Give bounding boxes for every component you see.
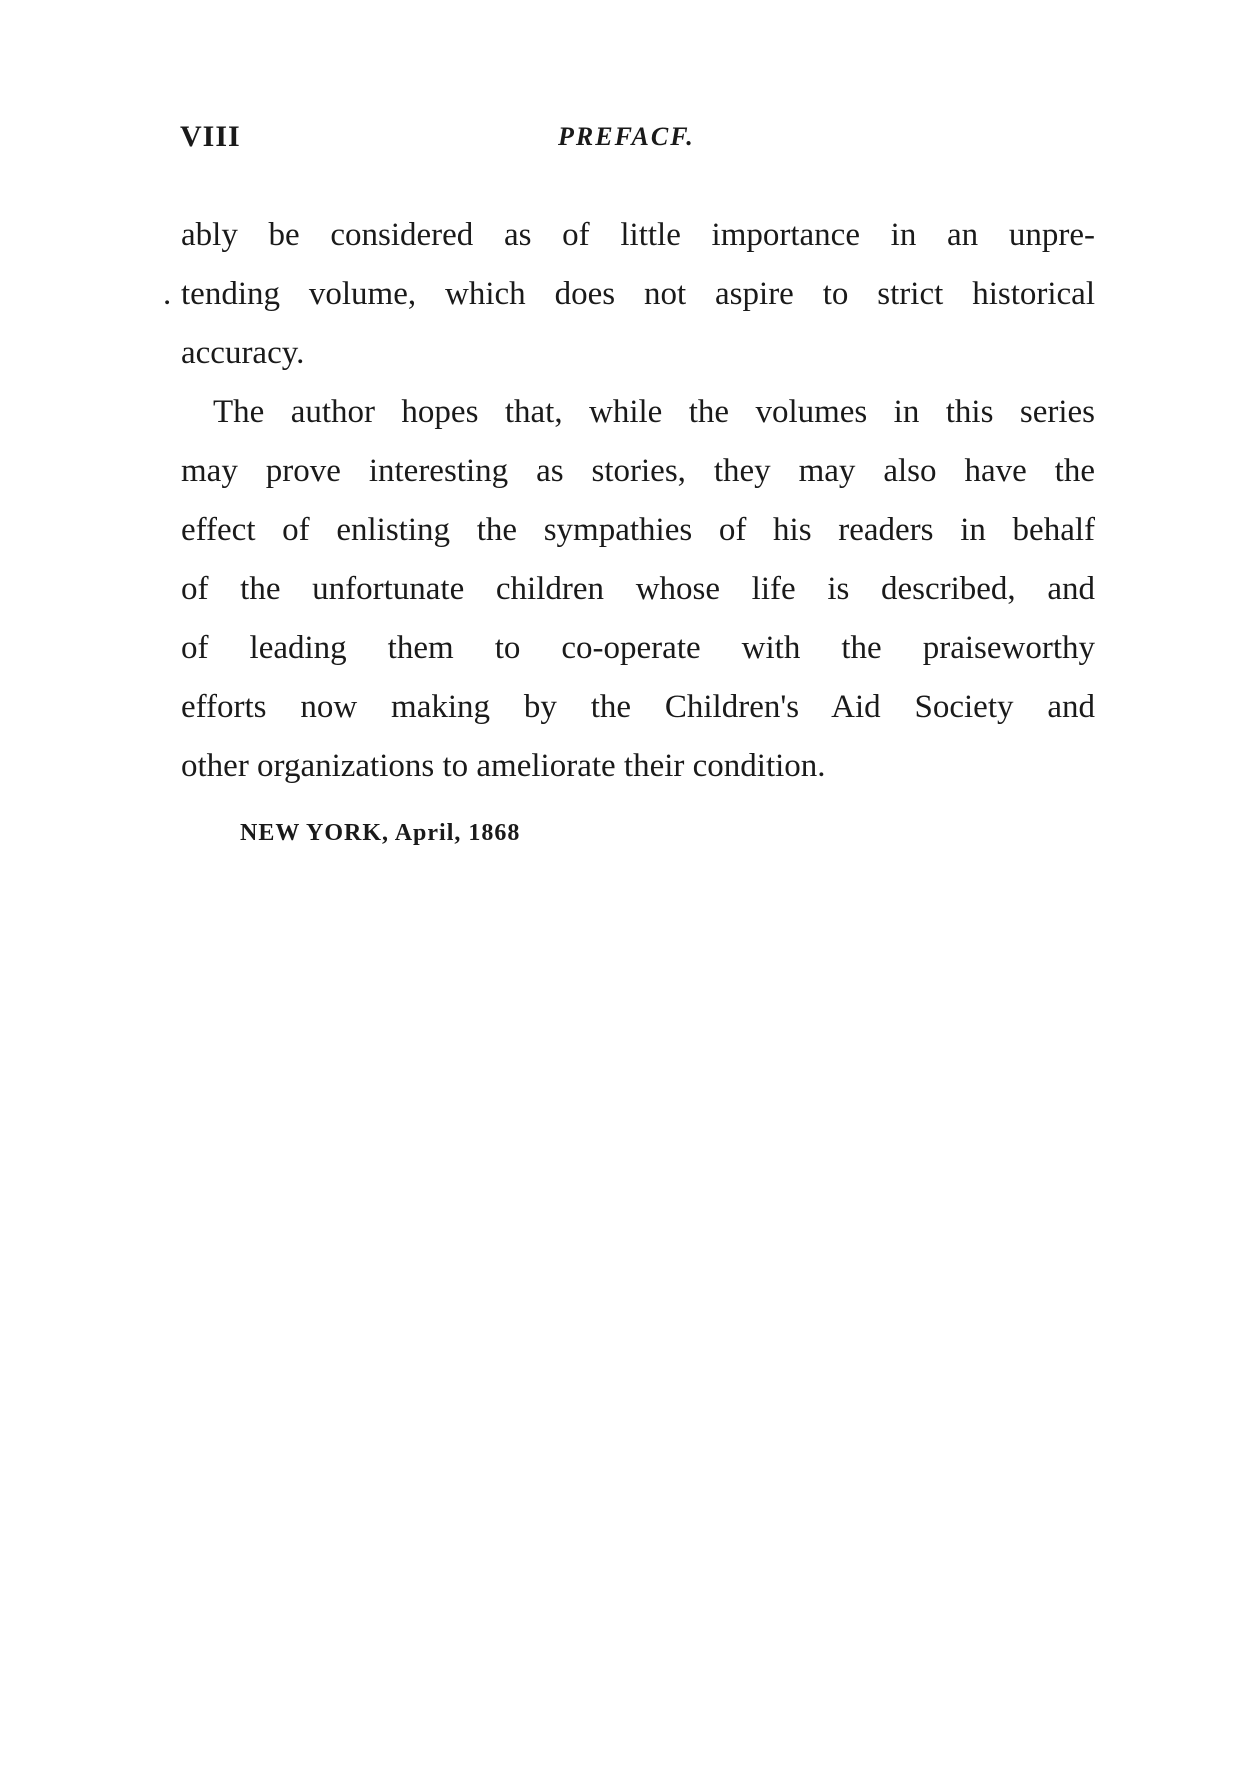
text-line: may prove interesting as stories, they may also have the bbox=[181, 453, 1095, 489]
text-line: efforts now making by the Children's Aid Society and bbox=[181, 689, 1095, 725]
text-line: of leading them to co-operate with the praiseworthy bbox=[181, 630, 1095, 666]
stray-print-mark: . bbox=[163, 276, 172, 312]
text-line: of the unfortunate children whose life is described, and bbox=[181, 571, 1095, 607]
text-line: tending volume, which does not aspire to strict historical bbox=[181, 276, 1095, 312]
dateline: NEW YORK, April, 1868 bbox=[240, 820, 521, 846]
running-head bbox=[180, 120, 1095, 160]
paragraph-start-line: The author hopes that, while the volumes in this series bbox=[213, 394, 1095, 430]
text-line: ably be considered as of little importance in an unpre- bbox=[181, 217, 1095, 253]
text-line: accuracy. bbox=[181, 335, 305, 371]
running-title: PREFACF. bbox=[558, 122, 695, 151]
preface-text bbox=[181, 206, 1095, 796]
page-number: VIII bbox=[180, 120, 241, 153]
text-line: other organizations to ameliorate their condition. bbox=[181, 748, 826, 784]
text-line: effect of enlisting the sympathies of his readers in behalf bbox=[181, 512, 1095, 548]
